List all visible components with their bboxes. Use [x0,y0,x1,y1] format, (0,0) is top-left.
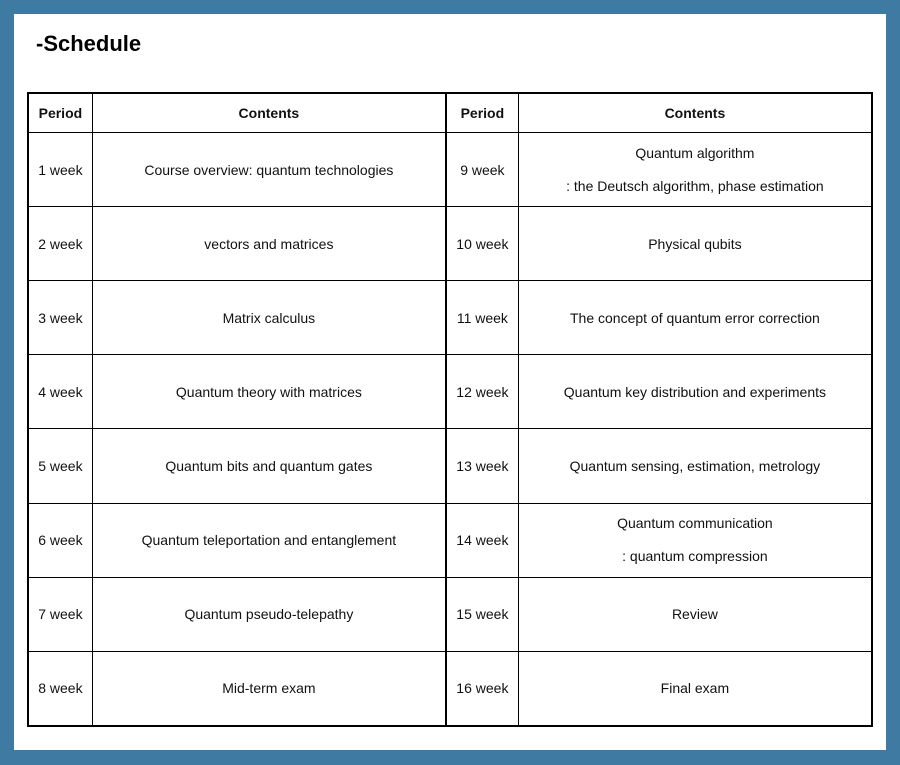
right-contents-cell [518,207,872,281]
left-contents-cell [92,503,446,577]
contents-line: Mid-term exam [222,680,316,697]
contents-line: Quantum algorithm [635,144,755,161]
right-contents-cell [518,281,872,355]
table-row [28,429,872,503]
contents-line: Physical qubits [648,235,742,252]
contents-line: Quantum pseudo-telepathy [184,606,354,623]
header-period-right: Period [446,93,518,133]
left-contents-cell [92,355,446,429]
right-contents-cell [518,503,872,577]
right-period-cell: 11 week [446,281,518,355]
contents-line: : quantum compression [622,548,768,565]
right-contents-cell [518,577,872,651]
page-title: -Schedule [36,31,142,56]
right-period-cell: 16 week [446,651,518,726]
left-period-cell: 5 week [28,429,92,503]
header-contents-right: Contents [518,93,872,133]
left-contents-cell [92,133,446,207]
contents-line: Quantum key distribution and experiments [563,383,827,400]
left-period-cell: 6 week [28,503,92,577]
left-period-cell: 1 week [28,133,92,207]
left-period-cell: 2 week [28,207,92,281]
right-period-cell: 10 week [446,207,518,281]
header-period-left: Period [28,93,92,133]
right-contents-cell [518,355,872,429]
left-period-cell: 8 week [28,651,92,726]
table-row [28,651,872,726]
right-period-cell: 12 week [446,355,518,429]
contents-line: : the Deutsch algorithm, phase estimation [566,177,824,194]
contents-line: Review [671,606,718,623]
contents-line: Matrix calculus [222,309,316,326]
left-contents-cell [92,429,446,503]
table-row [28,281,872,355]
left-period-cell: 7 week [28,577,92,651]
contents-line: Final exam [660,680,730,697]
left-contents-cell [92,207,446,281]
right-period-cell: 9 week [446,133,518,207]
schedule-body [28,133,872,727]
contents-line: Quantum communication [617,515,773,532]
right-contents-cell [518,651,872,726]
contents-line: Quantum bits and quantum gates [165,457,373,474]
table-header-row [28,93,872,133]
left-contents-cell [92,651,446,726]
table-row [28,207,872,281]
table-row [28,503,872,577]
left-period-cell: 4 week [28,355,92,429]
schedule-table [27,92,873,727]
contents-line: Course overview: quantum technologies [144,161,394,178]
table-row [28,133,872,207]
contents-line: Quantum sensing, estimation, metrology [569,457,821,474]
contents-line: Quantum teleportation and entanglement [141,532,397,549]
schedule-panel [14,14,886,750]
contents-line: Quantum theory with matrices [175,383,362,400]
contents-line: vectors and matrices [204,235,334,252]
left-period-cell: 3 week [28,281,92,355]
right-period-cell: 15 week [446,577,518,651]
right-contents-cell [518,133,872,207]
table-row [28,355,872,429]
table-row [28,577,872,651]
right-period-cell: 14 week [446,503,518,577]
right-contents-cell [518,429,872,503]
right-period-cell: 13 week [446,429,518,503]
contents-line: The concept of quantum error correction [570,309,820,326]
header-contents-left: Contents [92,93,446,133]
left-contents-cell [92,577,446,651]
left-contents-cell [92,281,446,355]
